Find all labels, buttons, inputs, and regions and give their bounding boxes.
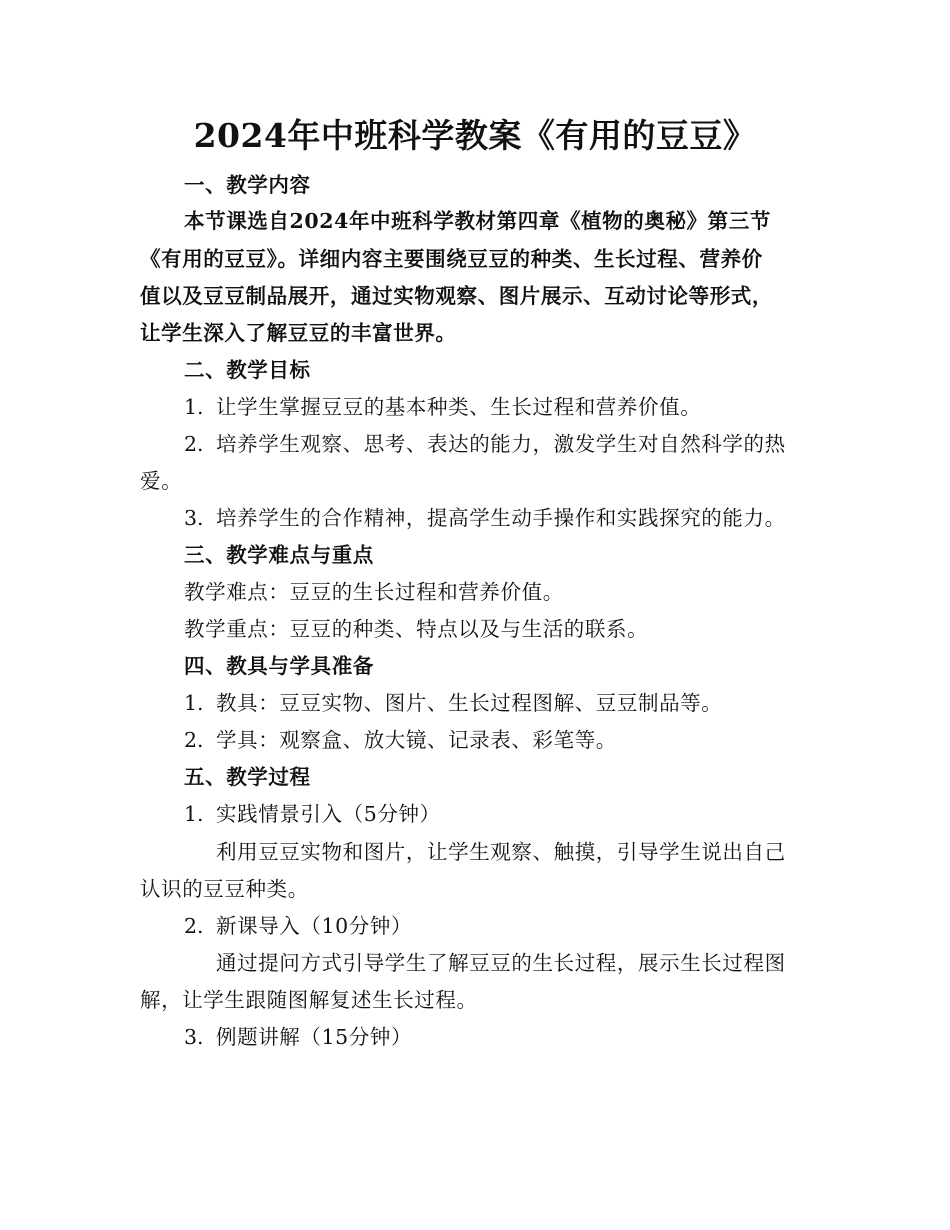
objective-item: 培养学生观察、思考、表达的能力，激发学生对自然科学的热 xyxy=(216,432,786,456)
list-number: 1. xyxy=(184,802,204,826)
list-number: 1. xyxy=(184,395,204,419)
content-paragraph-line: 值以及豆豆制品展开，通过实物观察、图片展示、互动讨论等形式， xyxy=(140,284,773,308)
difficulty-text: 教学难点：豆豆的生长过程和营养价值。 xyxy=(184,580,564,604)
focus-text: 教学重点：豆豆的种类、特点以及与生活的联系。 xyxy=(184,617,649,641)
page-title: 2024年中班科学教案《有用的豆豆》 xyxy=(193,116,757,155)
section-heading-materials: 四、教具与学具准备 xyxy=(184,654,374,678)
materials-item: 学具：观察盒、放大镜、记录表、彩笔等。 xyxy=(216,728,617,752)
content-paragraph-line: 本节课选自2024年中班科学教材第四章《植物的奥秘》第三节 xyxy=(184,209,771,233)
process-step: 实践情景引入（5分钟） xyxy=(216,802,441,826)
section-heading-objectives: 二、教学目标 xyxy=(184,358,311,382)
objective-item: 培养学生的合作精神，提高学生动手操作和实践探究的能力。 xyxy=(216,506,786,530)
content-paragraph-line: 让学生深入了解豆豆的丰富世界。 xyxy=(140,321,457,345)
objective-item: 让学生掌握豆豆的基本种类、生长过程和营养价值。 xyxy=(216,395,702,419)
content-paragraph-line: 《有用的豆豆》。详细内容主要围绕豆豆的种类、生长过程、营养价 xyxy=(140,247,763,271)
list-number: 2. xyxy=(184,432,204,456)
section-heading-keypoints: 三、教学难点与重点 xyxy=(184,543,374,567)
list-number: 3. xyxy=(184,506,204,530)
process-step-description: 利用豆豆实物和图片，让学生观察、触摸，引导学生说出自己 xyxy=(216,840,786,864)
materials-item: 教具：豆豆实物、图片、生长过程图解、豆豆制品等。 xyxy=(216,691,723,715)
list-number: 3. xyxy=(184,1025,204,1049)
list-number: 1. xyxy=(184,691,204,715)
list-number: 2. xyxy=(184,728,204,752)
process-step: 例题讲解（15分钟） xyxy=(216,1025,413,1049)
objective-item-continuation: 爱。 xyxy=(140,469,183,493)
process-step-description: 通过提问方式引导学生了解豆豆的生长过程，展示生长过程图 xyxy=(216,951,786,975)
process-step-description-continuation: 解，让学生跟随图解复述生长过程。 xyxy=(140,988,478,1012)
list-number: 2. xyxy=(184,914,204,938)
process-step-description-continuation: 认识的豆豆种类。 xyxy=(140,877,309,901)
section-heading-process: 五、教学过程 xyxy=(184,765,311,789)
process-step: 新课导入（10分钟） xyxy=(216,914,413,938)
section-heading-content: 一、教学内容 xyxy=(184,173,311,197)
